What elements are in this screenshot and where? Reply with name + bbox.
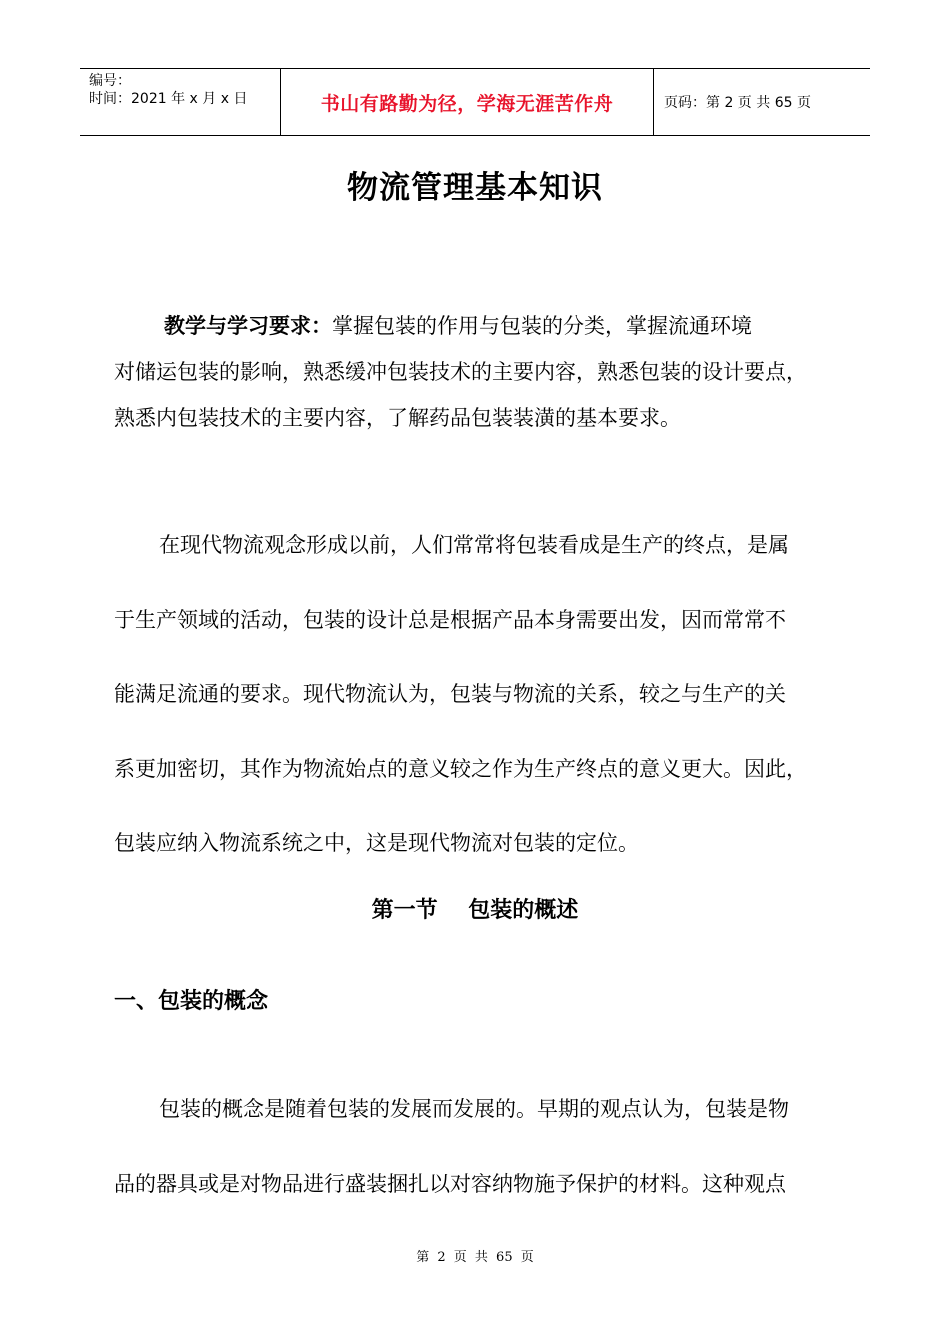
subsection-heading: 一、包装的概念 <box>114 989 269 1014</box>
section-heading: 第一节 包装的概述 <box>371 898 579 923</box>
document-number-label: 编号： <box>89 73 131 89</box>
intro-line: 在现代物流观念形成以前，人们常常将包装看成是生产的终点，是属 <box>159 533 789 557</box>
concept-line: 包装的概念是随着包装的发展而发展的。早期的观点认为，包装是物 <box>159 1097 789 1121</box>
intro-line: 能满足流通的要求。现代物流认为，包装与物流的关系，较之与生产的关 <box>114 682 786 706</box>
requirements-paragraph <box>114 303 854 441</box>
header-meta-cell <box>80 69 281 135</box>
intro-line: 系更加密切，其作为物流始点的意义较之作为生产终点的意义更大。因此， <box>114 756 807 781</box>
concept-line: 品的器具或是对物品进行盛装捆扎以对容纳物施予保护的材料。这种观点 <box>114 1171 786 1196</box>
requirements-text: 掌握包装的作用与包装的分类，掌握流通环境 <box>332 314 752 338</box>
concept-paragraph <box>114 1072 854 1221</box>
requirements-line: 对储运包装的影响，熟悉缓冲包装技术的主要内容，熟悉包装的设计要点， <box>114 360 807 384</box>
page-footer: 第 2 页 共 65 页 <box>416 1250 534 1265</box>
requirements-line <box>114 303 854 349</box>
intro-line: 于生产领域的活动，包装的设计总是根据产品本身需要出发，因而常常不 <box>114 607 786 632</box>
header-motto: 书山有路勤为径，学海无涯苦作舟 <box>320 92 614 115</box>
intro-line: 包装应纳入物流系统之中，这是现代物流对包装的定位。 <box>114 831 639 855</box>
header-page-info: 页码：第 2 页 共 65 页 <box>664 95 811 111</box>
requirements-line: 熟悉内包装技术的主要内容，了解药品包装装潢的基本要求。 <box>114 406 681 430</box>
document-title: 物流管理基本知识 <box>347 170 603 206</box>
requirements-label: 教学与学习要求： <box>164 314 332 338</box>
header-motto-cell <box>281 69 654 135</box>
document-header <box>80 68 870 136</box>
header-page-cell <box>654 69 870 135</box>
document-date: 时间：2021 年 x 月 x 日 <box>89 91 248 107</box>
intro-paragraph <box>114 508 854 881</box>
